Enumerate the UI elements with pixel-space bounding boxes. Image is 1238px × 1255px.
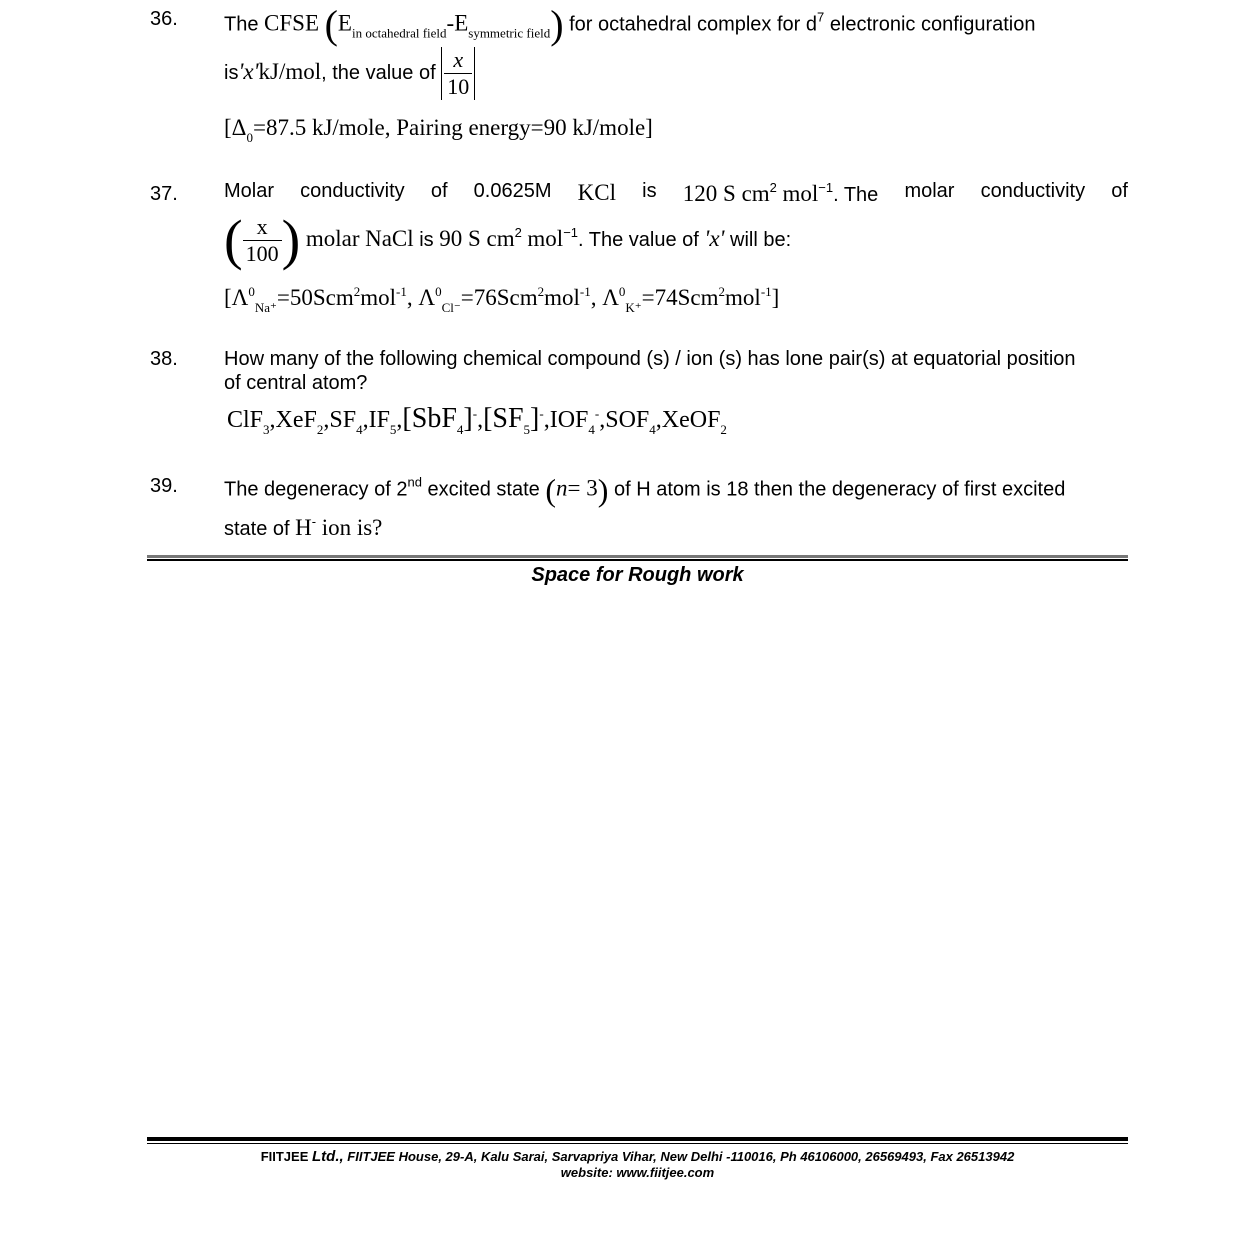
text: excited state [427, 478, 540, 501]
punct: ] [463, 403, 473, 434]
superscript: 0 [618, 284, 626, 299]
subscript: 4 [356, 422, 363, 437]
subscript: Cl⁻ [441, 300, 461, 315]
footer-divider [147, 1137, 1128, 1141]
subscript: Na⁺ [254, 300, 277, 315]
subscript: K⁺ [625, 300, 642, 315]
fraction [243, 214, 282, 267]
lambda-symbol: [Λ [224, 285, 249, 310]
fraction-numerator: x [453, 47, 464, 72]
text: The [224, 13, 259, 36]
text: conductivity [980, 180, 1086, 202]
fraction-numerator: x [256, 214, 268, 239]
footer-brand: FIITJEE [260, 1149, 309, 1164]
formula: SF [329, 407, 357, 433]
delta-symbol: Δ [231, 115, 247, 140]
question-37-line-2 [224, 209, 792, 272]
compound-kcl: KCl [577, 180, 617, 205]
value: =74Scm [641, 285, 719, 310]
question-36-line-1 [224, 2, 1036, 47]
subscript: 3 [263, 422, 270, 437]
given-values: =87.5 kJ/mole, Pairing energy=90 kJ/mole [252, 115, 646, 140]
text: The degeneracy of 2 [224, 478, 408, 501]
question-number: 38. [150, 348, 178, 370]
text: molar [904, 180, 955, 202]
question-37-line-1 [224, 180, 1128, 207]
paren-open: ( [545, 472, 557, 508]
text: will be: [730, 228, 792, 251]
superscript: 2 [769, 180, 777, 195]
value: =76Scm [460, 285, 538, 310]
footer-website: website: www.fiitjee.com [560, 1165, 715, 1180]
punct: , [655, 407, 662, 433]
bracket: [ [224, 115, 232, 140]
text: of [430, 180, 448, 202]
text: , the value of [321, 61, 436, 84]
formula: XeOF [661, 407, 721, 433]
subscript: 2 [720, 422, 727, 437]
question-number: 37. [150, 183, 178, 205]
superscript: 2 [718, 284, 726, 299]
punct: ] [530, 403, 540, 434]
lambda-symbol: , Λ [590, 285, 619, 310]
fraction [444, 47, 472, 100]
formula: IF [368, 407, 390, 433]
superscript: 2 [514, 224, 522, 240]
footer-address-line [147, 1149, 1128, 1165]
question-number: 39. [150, 475, 178, 497]
energy-term: -E [446, 10, 469, 36]
equals-value: = 3 [567, 475, 598, 501]
superscript: 7 [817, 9, 825, 25]
variable-n: n [556, 475, 568, 501]
text: is [642, 180, 657, 202]
superscript: -1 [579, 284, 591, 299]
superscript-minus: - [472, 406, 478, 421]
superscript: nd [407, 474, 422, 490]
superscript: −1 [563, 224, 579, 240]
punct: , [477, 407, 484, 433]
cfse-term: CFSE [264, 10, 320, 36]
text: is [419, 228, 434, 251]
text: conductivity [300, 180, 405, 202]
superscript: −1 [818, 180, 834, 195]
formula: SOF [605, 407, 650, 433]
punct: , [269, 407, 276, 433]
question-38-line-2: of central atom? [224, 372, 368, 394]
question-38-line-1: How many of the following chemical compound (s) / ion (s) has lone pair(s) at equatorial position [224, 348, 1076, 370]
footer-divider [147, 1143, 1128, 1144]
variable-x: 'x' [704, 225, 725, 251]
text: state of [224, 518, 290, 540]
superscript-minus: - [539, 406, 544, 421]
text: electronic configuration [829, 13, 1036, 36]
subscript: 4 [588, 422, 595, 437]
subscript: 0 [246, 130, 253, 145]
superscript: 0 [248, 284, 255, 299]
text: for octahedral complex for d [569, 13, 818, 36]
subscript: 5 [523, 422, 531, 437]
punct: , [599, 407, 606, 433]
punct: , [362, 407, 369, 433]
section-divider [147, 555, 1128, 558]
superscript: - [311, 514, 317, 529]
formula: IOF [549, 407, 589, 433]
unit: mol [782, 181, 819, 206]
subscript: 5 [389, 422, 397, 437]
unit: mol [527, 225, 564, 251]
punct: , [323, 407, 330, 433]
punct: , [543, 407, 550, 433]
text: is [224, 61, 239, 84]
subscript: in octahedral field [351, 25, 447, 41]
superscript: -1 [760, 284, 772, 299]
subscript: 2 [316, 422, 324, 437]
subscript: symmetric field [468, 25, 551, 41]
unit: kJ/mol [258, 58, 322, 84]
paren-close: ) [281, 209, 301, 272]
paren-close: ) [597, 472, 609, 508]
fraction-denominator: 100 [243, 240, 282, 267]
question-39-line-1 [224, 470, 1065, 510]
paren-close: ) [550, 2, 564, 47]
energy-term: E [337, 10, 352, 36]
paren-open: ( [224, 209, 243, 272]
unit: mol [725, 285, 761, 310]
formula: [SF [483, 403, 524, 434]
text: . The [833, 184, 879, 206]
formula: [SbF [402, 403, 457, 434]
formula: ClF [227, 407, 264, 433]
text: Molar [224, 180, 275, 202]
footer-address: FIITJEE House, 29-A, Kalu Sarai, Sarvapriya Vihar, New Delhi -110016, Ph 46106000, 26569493, Fax 26513942 [347, 1149, 1015, 1164]
question-38-formula-list [227, 403, 727, 438]
superscript: 2 [537, 284, 545, 299]
question-39-line-2 [224, 514, 382, 541]
subscript: 4 [456, 422, 464, 437]
punct: , [396, 407, 403, 433]
rough-work-heading: Space for Rough work [531, 564, 744, 586]
text: . The value of [578, 228, 699, 251]
compound-nacl: NaCl [365, 225, 414, 251]
footer-ltd: Ltd., [312, 1148, 344, 1165]
question-36-line-2 [224, 47, 475, 100]
question-number: 36. [150, 8, 178, 30]
text: of [1111, 180, 1128, 202]
lambda-symbol: , Λ [406, 285, 436, 310]
paren-open: ( [324, 2, 338, 47]
hydride-symbol: H [295, 515, 312, 540]
variable-x: 'x' [238, 58, 259, 84]
section-divider [147, 559, 1128, 561]
superscript: 2 [353, 284, 361, 299]
formula: XeF [275, 407, 317, 433]
superscript-minus: - [594, 406, 600, 421]
unit: mol [544, 285, 580, 310]
question-37-line-3 [224, 284, 779, 316]
superscript: 0 [435, 284, 442, 299]
absolute-value [441, 47, 475, 100]
bracket: ] [771, 285, 780, 310]
bracket: ] [645, 115, 653, 140]
superscript: -1 [396, 284, 407, 299]
text: molar [305, 225, 360, 251]
text: ion is? [321, 515, 383, 540]
text: of H atom is 18 then the degeneracy of first excited [613, 478, 1066, 501]
footer [147, 1149, 1128, 1181]
value: =50Scm [276, 285, 354, 310]
value: 90 S cm [439, 225, 515, 251]
subscript: 4 [649, 422, 656, 437]
fraction-denominator: 10 [444, 73, 472, 100]
value: 120 S cm [682, 181, 770, 206]
question-36-line-3 [224, 115, 653, 146]
text: 0.0625M [473, 180, 552, 202]
unit: mol [360, 285, 397, 310]
